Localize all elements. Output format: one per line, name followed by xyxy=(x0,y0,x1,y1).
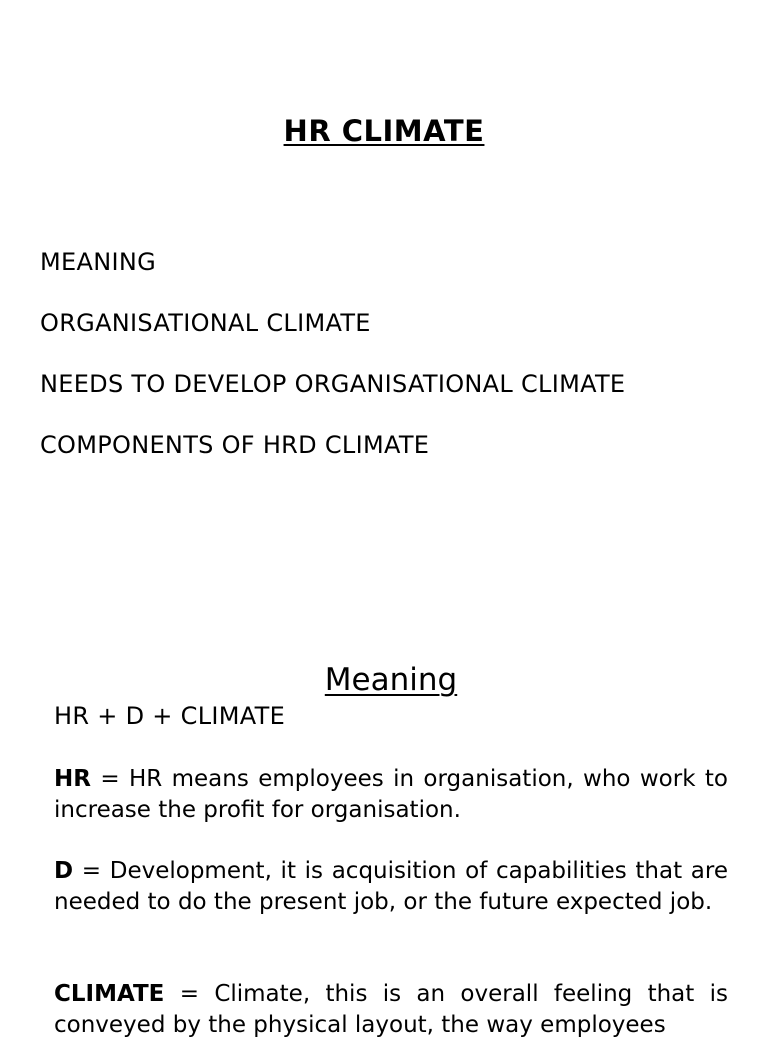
slide-title: HR CLIMATE xyxy=(283,114,485,148)
meaning-heading: Meaning xyxy=(324,662,458,698)
definition-term: HR xyxy=(54,766,91,792)
topic-organisational-climate: ORGANISATIONAL CLIMATE xyxy=(40,309,371,337)
definition-text: = HR means employees in organisation, who work to increase the profit for organisation. xyxy=(54,766,728,823)
topic-components-hrd-climate: COMPONENTS OF HRD CLIMATE xyxy=(40,431,430,459)
formula-line: HR + D + CLIMATE xyxy=(54,702,286,730)
definition-text: = Climate, this is an overall feeling that is conveyed by the physical layout, the way employees xyxy=(54,981,728,1038)
topic-meaning: MEANING xyxy=(40,248,156,276)
definition-text: = Development, it is acquisition of capabilities that are needed to do the present job, or the future expected job. xyxy=(54,858,728,915)
definition-climate xyxy=(54,979,728,1041)
definition-term: CLIMATE xyxy=(54,981,165,1007)
topic-needs-to-develop: NEEDS TO DEVELOP ORGANISATIONAL CLIMATE xyxy=(40,370,626,398)
definition-hr xyxy=(54,764,728,826)
definition-d xyxy=(54,856,728,918)
slide-meaning xyxy=(0,600,768,1038)
definition-term: D xyxy=(54,858,74,884)
